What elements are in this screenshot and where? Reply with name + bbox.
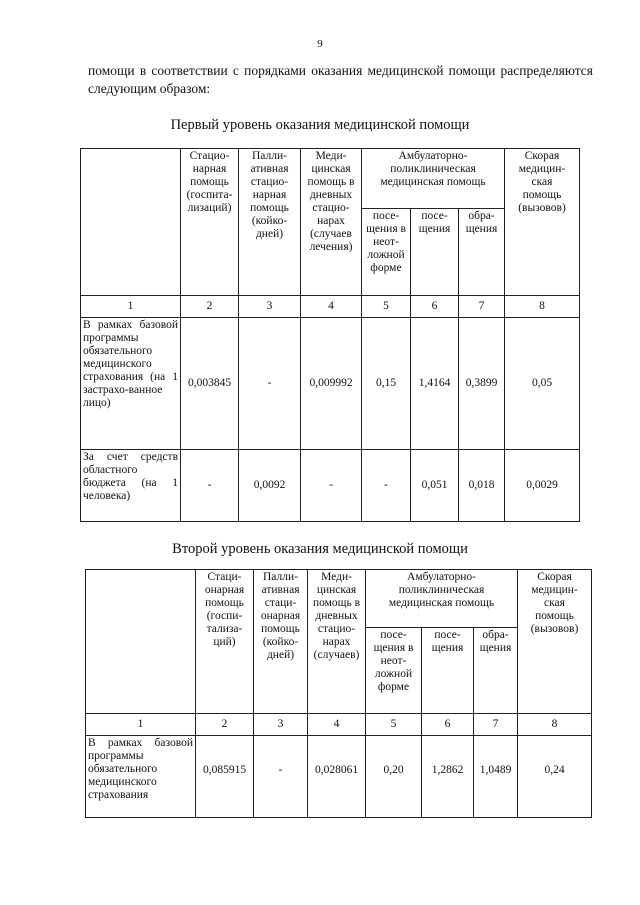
column-number: 2 [196, 714, 254, 736]
table-cell: 1,2862 [422, 736, 474, 818]
header-palliative: Палли- ативная стацио- нарная помощь (койко- дней) [239, 149, 301, 296]
column-number: 5 [366, 714, 422, 736]
header-day-hospital: Меди- цинская помощь в дневных стацио- нарах (случаев лечения) [301, 149, 362, 296]
table-cell: 0,0092 [239, 450, 301, 522]
column-number: 6 [422, 714, 474, 736]
column-number: 7 [474, 714, 518, 736]
column-number: 8 [505, 296, 580, 318]
table-cell: 1,0489 [474, 736, 518, 818]
column-number: 5 [362, 296, 411, 318]
header-amb-visits: посе- щения [411, 209, 459, 296]
column-number: 1 [81, 296, 181, 318]
header-amb-appeals: обра- щения [474, 628, 518, 714]
header-amb-acute: посе- щения в неот- ложной форме [366, 628, 422, 714]
table-cell: - [239, 318, 301, 450]
header-ambulatory: Амбулаторно- поликлиническая медицинская помощь [366, 570, 518, 628]
table-cell: - [181, 450, 239, 522]
table-cell: 0,028061 [308, 736, 366, 818]
table-cell: 0,20 [366, 736, 422, 818]
table-cell: 0,24 [518, 736, 592, 818]
header-inpatient: Стацио- нарная помощь (госпита- лизаций) [181, 149, 239, 296]
header-amb-visits: посе- щения [422, 628, 474, 714]
table-cell: - [254, 736, 308, 818]
table-row [81, 450, 580, 522]
table-cell: 1,4164 [411, 318, 459, 450]
header-emergency: Скорая медицин- ская помощь (вызовов) [518, 570, 592, 714]
header-emergency: Скорая медицин- ская помощь (вызовов) [505, 149, 580, 296]
table-row [81, 318, 580, 450]
row-label: За счет средств областного бюджета (на 1 человека) [81, 450, 181, 522]
table-cell: - [301, 450, 362, 522]
header-empty [81, 149, 181, 296]
column-number: 4 [308, 714, 366, 736]
table-cell: 0,051 [411, 450, 459, 522]
column-number: 7 [459, 296, 505, 318]
column-number: 6 [411, 296, 459, 318]
table-cell: 0,085915 [196, 736, 254, 818]
header-ambulatory: Амбулаторно- поликлиническая медицинская помощь [362, 149, 505, 209]
header-amb-appeals: обра- щения [459, 209, 505, 296]
column-number: 2 [181, 296, 239, 318]
page-number: 9 [317, 38, 323, 50]
table-cell: 0,3899 [459, 318, 505, 450]
row-label: В рамках базовой программы обязательного медицинского страхования (на 1 застрахо-ванное лицо) [81, 318, 181, 450]
header-inpatient: Стаци- онарная помощь (госпи- тализа- ций) [196, 570, 254, 714]
column-number: 3 [254, 714, 308, 736]
table-cell: 0,15 [362, 318, 411, 450]
table-cell: 0,05 [505, 318, 580, 450]
table-row [86, 736, 592, 818]
header-amb-acute: посе- щения в неот- ложной форме [362, 209, 411, 296]
header-empty [86, 570, 196, 714]
table-cell: 0,009992 [301, 318, 362, 450]
table-cell: - [362, 450, 411, 522]
table2 [85, 569, 592, 818]
table-cell: 0,018 [459, 450, 505, 522]
column-number: 4 [301, 296, 362, 318]
intro-paragraph: помощи в соответствии с порядками оказания медицинской помощи распределяются следующим образом: [88, 63, 593, 96]
column-number: 8 [518, 714, 592, 736]
header-day-hospital: Меди- цинская помощь в дневных стацио- нарах (случаев) [308, 570, 366, 714]
table-cell: 0,003845 [181, 318, 239, 450]
row-label: В рамках базовой программы обязательного медицинского страхования [86, 736, 196, 818]
table1 [80, 148, 580, 522]
column-number: 3 [239, 296, 301, 318]
table-cell: 0,0029 [505, 450, 580, 522]
table1-title: Первый уровень оказания медицинской помощи [170, 117, 470, 133]
table2-title: Второй уровень оказания медицинской помощи [172, 541, 468, 557]
column-number: 1 [86, 714, 196, 736]
header-palliative: Палли- ативная стаци- онарная помощь (койко- дней) [254, 570, 308, 714]
